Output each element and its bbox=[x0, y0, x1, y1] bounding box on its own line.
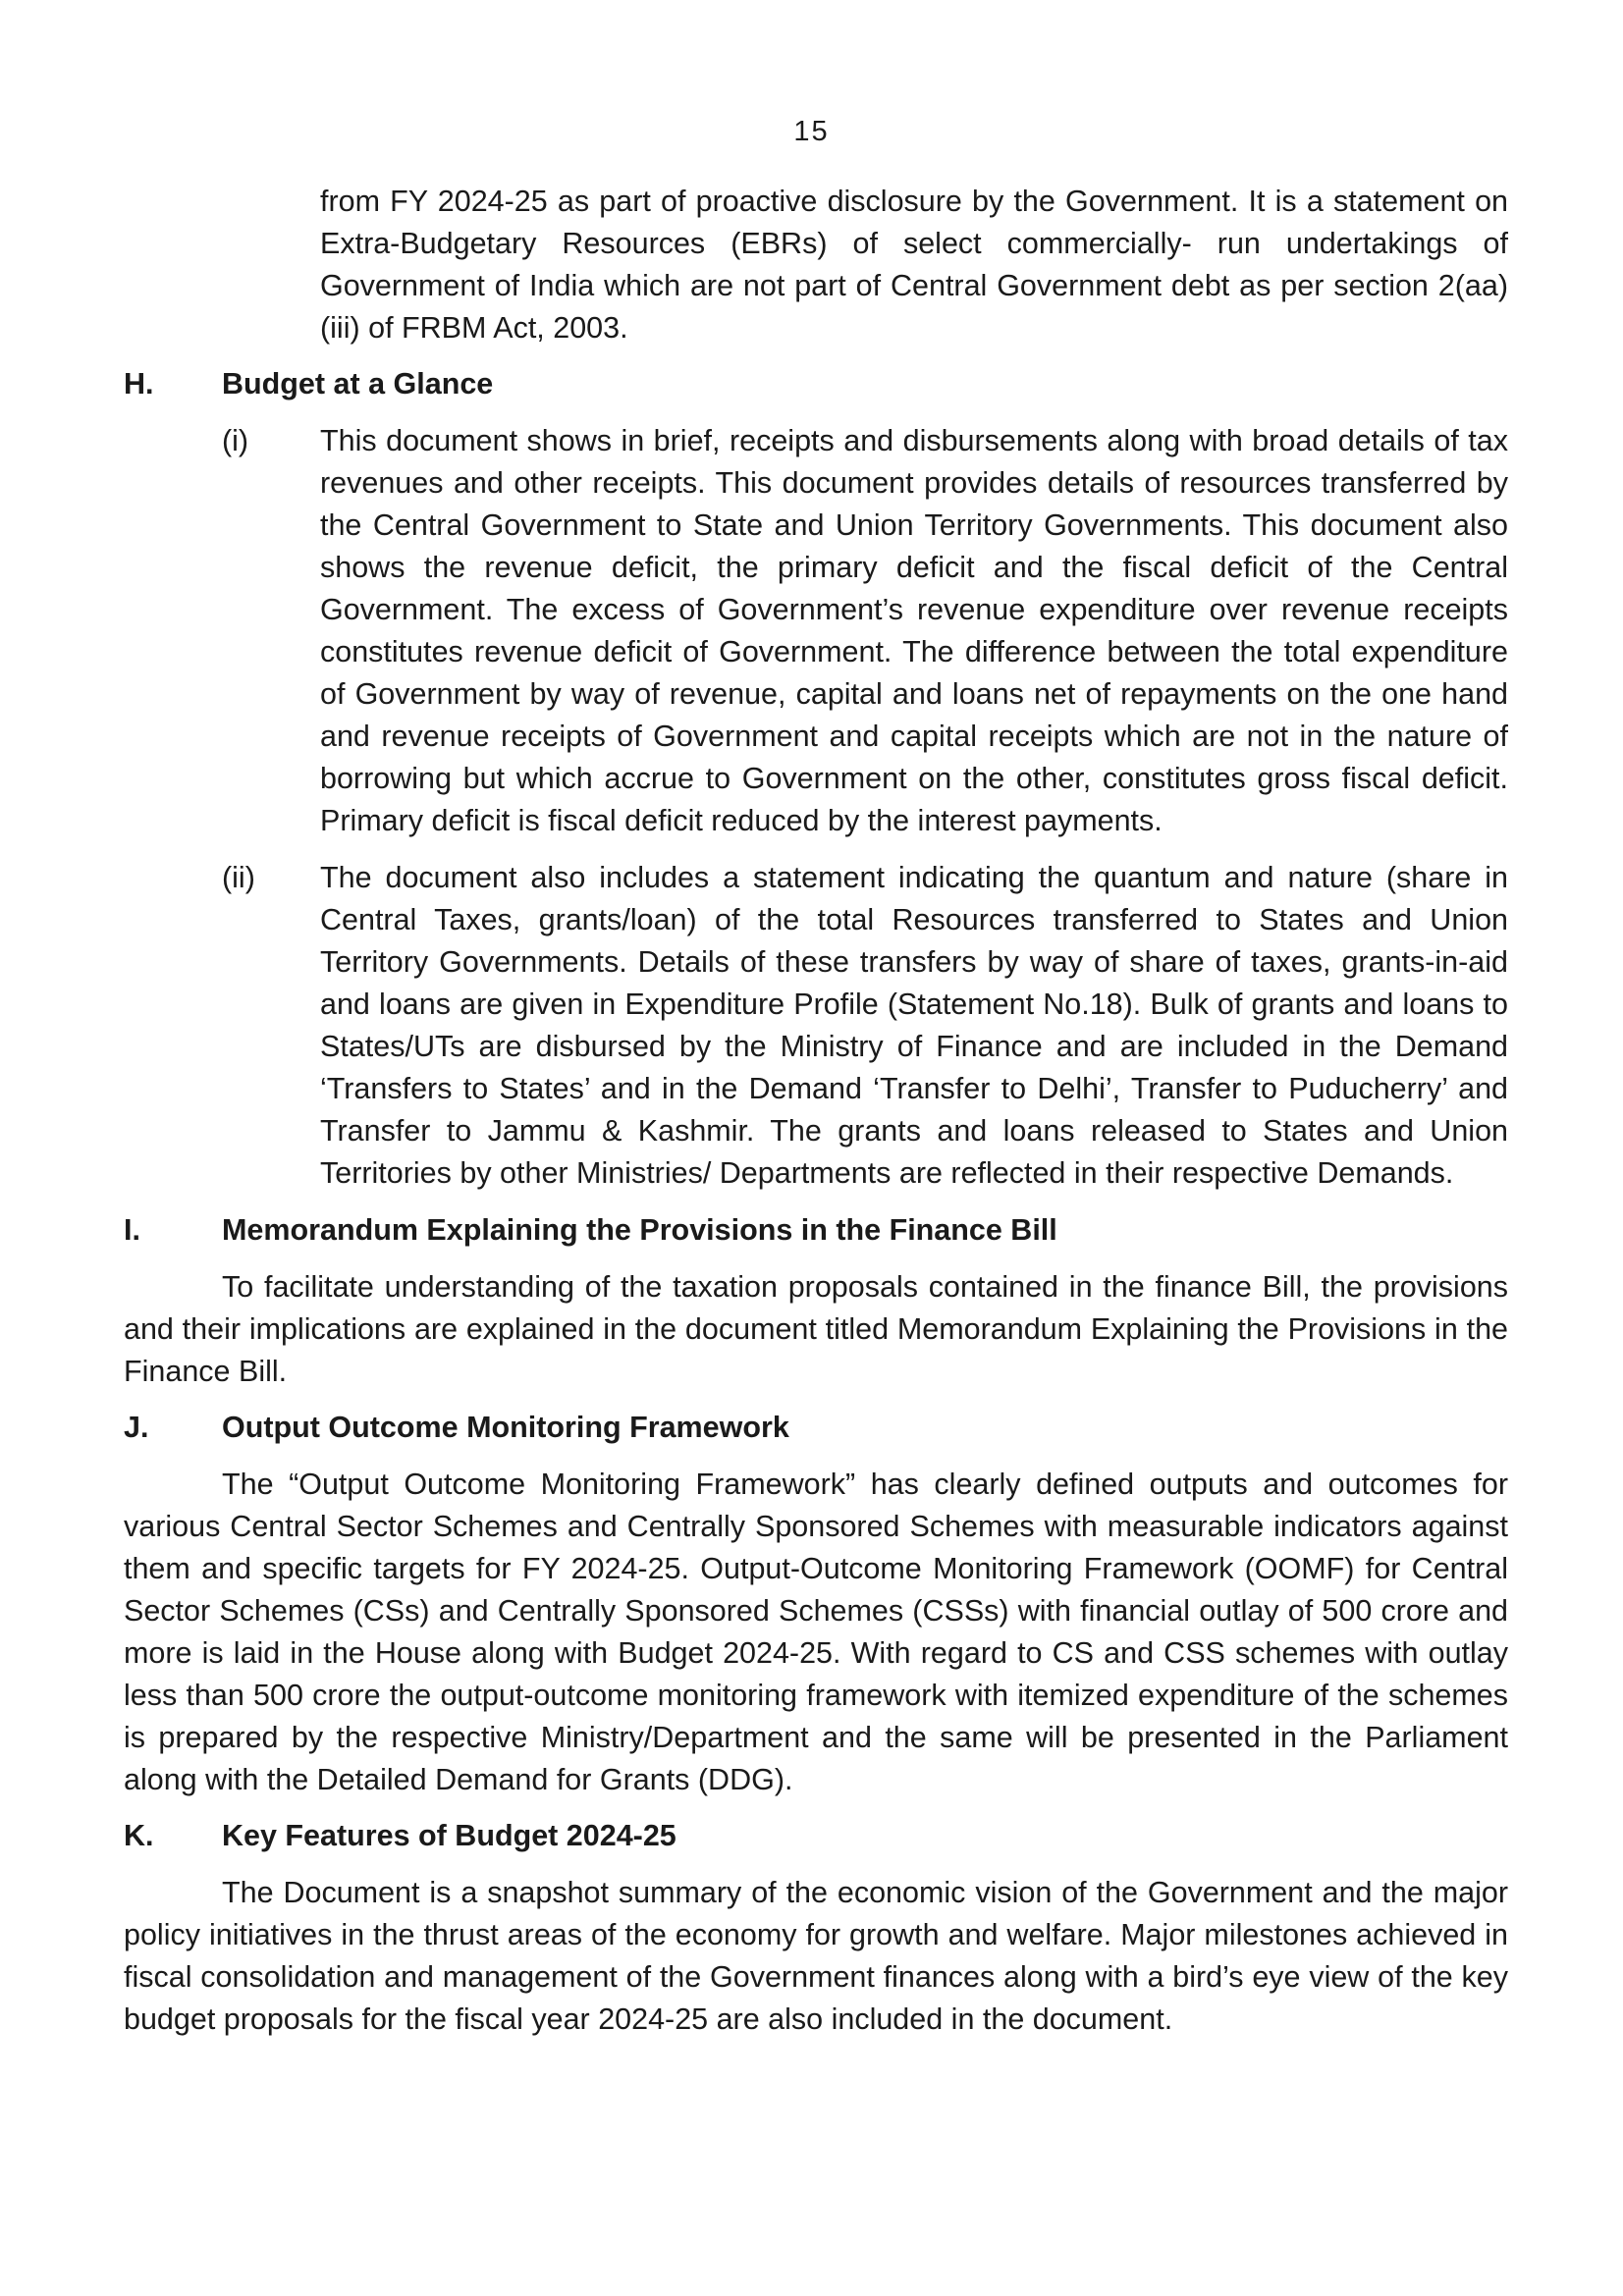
section-k-title: Key Features of Budget 2024-25 bbox=[222, 1819, 676, 1852]
section-h-item-ii bbox=[124, 857, 1508, 1195]
section-i-heading bbox=[124, 1209, 1508, 1252]
intro-continuation-paragraph: from FY 2024-25 as part of proactive disclosure by the Government. It is a statement on Extra-Budgetary Resources (EBRs) of select commercially- run undertakings of Government of India which are not part of Central Government debt as per section 2(aa) (iii) of FRBM Act, 2003. bbox=[320, 185, 1508, 345]
section-j-paragraph: The “Output Outcome Monitoring Framework” has clearly defined outputs and outcomes for various Central Sector Schemes and Centrally Sponsored Schemes with measurable indicators against them and specific targets for FY 2024-25. Output-Outcome Monitoring Framework (OOMF) for Central Sector Schemes (CSs) and Centrally Sponsored Schemes (CSSs) with financial outlay of 500 crore and more is laid in the House along with Budget 2024-25. With regard to CS and CSS schemes with outlay less than 500 crore the output-outcome monitoring framework with itemized expenditure of the schemes is prepared by the respective Ministry/Department and the same will be presented in the Parliament along with the Detailed Demand for Grants (DDG). bbox=[124, 1468, 1508, 1796]
section-i-title: Memorandum Explaining the Provisions in the Finance Bill bbox=[222, 1213, 1057, 1247]
section-j-letter: J. bbox=[124, 1411, 149, 1444]
page-number: 15 bbox=[793, 116, 830, 147]
section-h-item-i bbox=[124, 420, 1508, 842]
item-text: This document shows in brief, receipts and disbursements along with broad details of tax revenues and other receipts. This document provides details of resources transferred by the Central Government to State and Union Territory Governments. This document also shows the revenue deficit, the primary deficit and the fiscal deficit of the Central Government. The excess of Government’s revenue expenditure over revenue receipts constitutes revenue deficit of Government. The difference between the total expenditure of Government by way of revenue, capital and loans net of repayments on the one hand and revenue receipts of Government and capital receipts which are not in the nature of borrowing but which accrue to Government on the other, constitutes gross fiscal deficit. Primary deficit is fiscal deficit reduced by the interest payments. bbox=[320, 424, 1508, 837]
section-h-heading bbox=[124, 363, 1508, 405]
section-k-heading bbox=[124, 1815, 1508, 1857]
document-body bbox=[124, 181, 1508, 2055]
section-j-title: Output Outcome Monitoring Framework bbox=[222, 1411, 789, 1444]
section-i-paragraph: To facilitate understanding of the taxation proposals contained in the finance Bill, the provisions and their implications are explained in the document titled Memorandum Explaining the Provisions in the Finance Bill. bbox=[124, 1270, 1508, 1388]
section-j-heading bbox=[124, 1407, 1508, 1449]
section-h-title: Budget at a Glance bbox=[222, 367, 494, 400]
section-k-paragraph: The Document is a snapshot summary of the economic vision of the Government and the major policy initiatives in the thrust areas of the economy for growth and welfare. Major milestones achieved in fiscal consolidation and management of the Government finances along with a bird’s eye view of the key budget proposals for the fiscal year 2024-25 are also included in the document. bbox=[124, 1876, 1508, 2036]
section-i-letter: I. bbox=[124, 1213, 140, 1247]
item-numeral: (ii) bbox=[222, 861, 255, 894]
section-k-letter: K. bbox=[124, 1819, 154, 1852]
section-h-letter: H. bbox=[124, 367, 154, 400]
item-numeral: (i) bbox=[222, 424, 249, 457]
item-text: The document also includes a statement indicating the quantum and nature (share in Central Taxes, grants/loan) of the total Resources transferred to States and Union Territory Governments. Details of these transfers by way of share of taxes, grants-in-aid and loans are given in Expenditure Profile (Statement No.18). Bulk of grants and loans to States/UTs are disbursed by the Ministry of Finance and are included in the Demand ‘Transfers to States’ and in the Demand ‘Transfer to Delhi’, Transfer to Puducherry’ and Transfer to Jammu & Kashmir. The grants and loans released to States and Union Territories by other Ministries/ Departments are reflected in their respective Demands. bbox=[320, 861, 1508, 1190]
